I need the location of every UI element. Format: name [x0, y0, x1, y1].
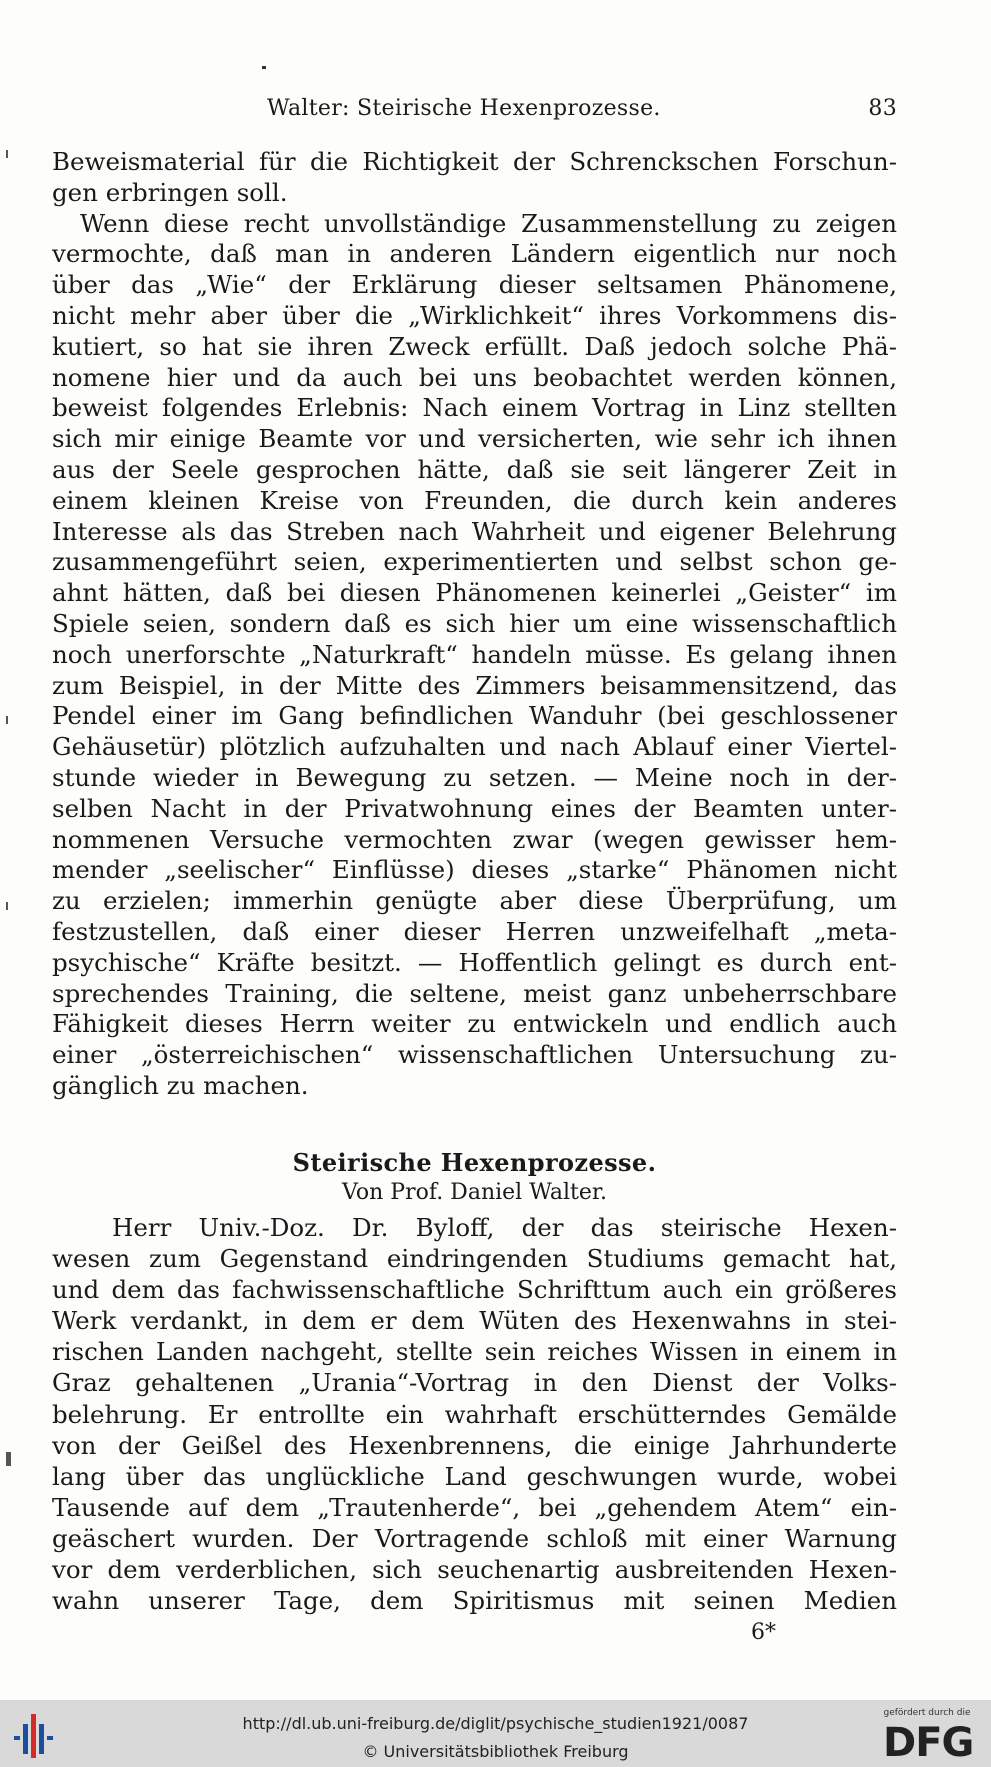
- text-line: nomene hier und da auch bei uns beobachtet werden können,: [52, 362, 897, 392]
- text-line: festzustellen, daß einer dieser Herren unzweifelhaft „meta-: [52, 916, 897, 946]
- copyright-text: © Universitätsbibliothek Freiburg: [362, 1742, 629, 1761]
- text-line: Graz gehaltenen „Urania“-Vortrag in den Dienst der Volks-: [52, 1368, 897, 1398]
- text-line: Tausende auf dem „Trautenherde“, bei „gehendem Atem“ ein-: [52, 1492, 897, 1522]
- text-line: lang über das unglückliche Land geschwungen wurde, wobei: [52, 1461, 897, 1491]
- text-line: Werk verdankt, in dem er dem Wüten des Hexenwahns in stei-: [52, 1306, 897, 1336]
- margin-mark: [6, 716, 8, 724]
- text-line: zu erzielen; immerhin genügte aber diese Überprüfung, um: [52, 886, 897, 916]
- section1-body: [52, 147, 897, 1102]
- source-url-link[interactable]: http://dl.ub.uni-freiburg.de/diglit/psychische_studien1921/0087: [242, 1714, 749, 1733]
- text-line: mender „seelischer“ Einflüsse) dieses „starke“ Phänomen nicht: [52, 855, 897, 885]
- text-line: gen erbringen soll.: [52, 177, 288, 207]
- text-line: Spiele seien, sondern daß es sich hier um eine wissenschaftlich: [52, 608, 897, 638]
- signature-mark: 6*: [751, 1620, 776, 1645]
- text-line: sich mir einige Beamte vor und versicherten, wie sehr ich ihnen: [52, 424, 897, 454]
- text-line: rischen Landen nachgeht, stellte sein reiches Wissen in einem in: [52, 1337, 897, 1367]
- text-line: psychische“ Kräfte besitzt. — Hoffentlich gelingt es durch ent-: [52, 947, 897, 977]
- text-line: noch unerforschte „Naturkraft“ handeln müsse. Es gelang ihnen: [52, 639, 897, 669]
- text-line: gänglich zu machen.: [52, 1070, 309, 1100]
- margin-mark: [6, 902, 8, 910]
- text-line: nicht mehr aber über die „Wirklichkeit“ ihres Vorkommens dis-: [52, 300, 897, 330]
- text-line: kutiert, so hat sie ihren Zweck erfüllt. Daß jedoch solche Phä-: [52, 331, 897, 361]
- dfg-logo-icon: [877, 1708, 977, 1766]
- footer-bar: [0, 1700, 991, 1767]
- text-line: Interesse als das Streben nach Wahrheit und eigener Belehrung: [52, 516, 897, 546]
- article-heading: Steirische Hexenprozesse.: [292, 1148, 657, 1177]
- text-line: sprechendes Training, die seltene, meist ganz unbeherrschbare: [52, 978, 897, 1008]
- text-line: wesen zum Gegenstand eindringenden Studiums gemacht hat,: [52, 1244, 897, 1274]
- text-line: über das „Wie“ der Erklärung dieser seltsamen Phänomene,: [52, 270, 897, 300]
- text-line: Pendel einer im Gang befindlichen Wanduhr (bei geschlossener: [52, 701, 897, 731]
- running-head-title: Walter: Steirische Hexenprozesse.: [267, 96, 661, 121]
- text-line: beweist folgendes Erlebnis: Nach einem Vortrag in Linz stellten: [52, 393, 897, 423]
- margin-mark: [6, 150, 8, 158]
- text-line: und dem das fachwissenschaftliche Schrifttum auch ein größeres: [52, 1275, 897, 1305]
- article-byline: Von Prof. Daniel Walter.: [342, 1180, 607, 1205]
- text-line: geäschert wurden. Der Vortragende schloß mit einer Warnung: [52, 1523, 897, 1553]
- text-line: belehrung. Er entrollte ein wahrhaft erschütterndes Gemälde: [52, 1399, 897, 1429]
- text-line: zum Beispiel, in der Mitte des Zimmers beisammensitzend, das: [52, 670, 897, 700]
- page-number: 83: [868, 96, 897, 121]
- text-line: ahnt hätten, daß bei diesen Phänomenen keinerlei „Geister“ im: [52, 578, 897, 608]
- text-line: aus der Seele gesprochen hätte, daß sie seit längerer Zeit in: [52, 454, 897, 484]
- text-line: von der Geißel des Hexenbrennens, die einige Jahrhunderte: [52, 1430, 897, 1460]
- text-line: Herr Univ.-Doz. Dr. Byloff, der das steirische Hexen-: [112, 1213, 897, 1242]
- margin-mark: [6, 1452, 11, 1466]
- dfg-logo-text: DFG: [883, 1720, 974, 1766]
- dfg-caption: gefördert durch die: [883, 1708, 971, 1718]
- text-line: nommenen Versuche vermochten zwar (wegen gewisser hem-: [52, 824, 897, 854]
- text-line: Wenn diese recht unvollständige Zusammenstellung zu zeigen: [80, 208, 897, 238]
- section2-body: [52, 1212, 897, 1616]
- text-line: zusammengeführt seien, experimentierten und selbst schon ge-: [52, 547, 897, 577]
- scan-speck: [262, 66, 266, 69]
- text-line: Gehäusetür) plötzlich aufzuhalten und nach Ablauf einer Viertel-: [52, 732, 897, 762]
- text-line: Fähigkeit dieses Herrn weiter zu entwickeln und endlich auch: [52, 1009, 897, 1039]
- text-line: wahn unserer Tage, dem Spiritismus mit seinen Medien: [52, 1586, 897, 1616]
- text-line: stunde wieder in Bewegung zu setzen. — Meine noch in der-: [52, 762, 897, 792]
- text-line: selben Nacht in der Privatwohnung eines der Beamten unter-: [52, 793, 897, 823]
- text-line: Beweismaterial für die Richtigkeit der Schrenckschen Forschun-: [52, 147, 897, 176]
- text-line: einer „österreichischen“ wissenschaftlichen Untersuchung zu-: [52, 1040, 897, 1070]
- text-line: einem kleinen Kreise von Freunden, die durch kein anderes: [52, 485, 897, 515]
- text-line: vermochte, daß man in anderen Ländern eigentlich nur noch: [52, 239, 897, 269]
- text-line: vor dem verderblichen, sich seuchenartig ausbreitenden Hexen-: [52, 1555, 897, 1585]
